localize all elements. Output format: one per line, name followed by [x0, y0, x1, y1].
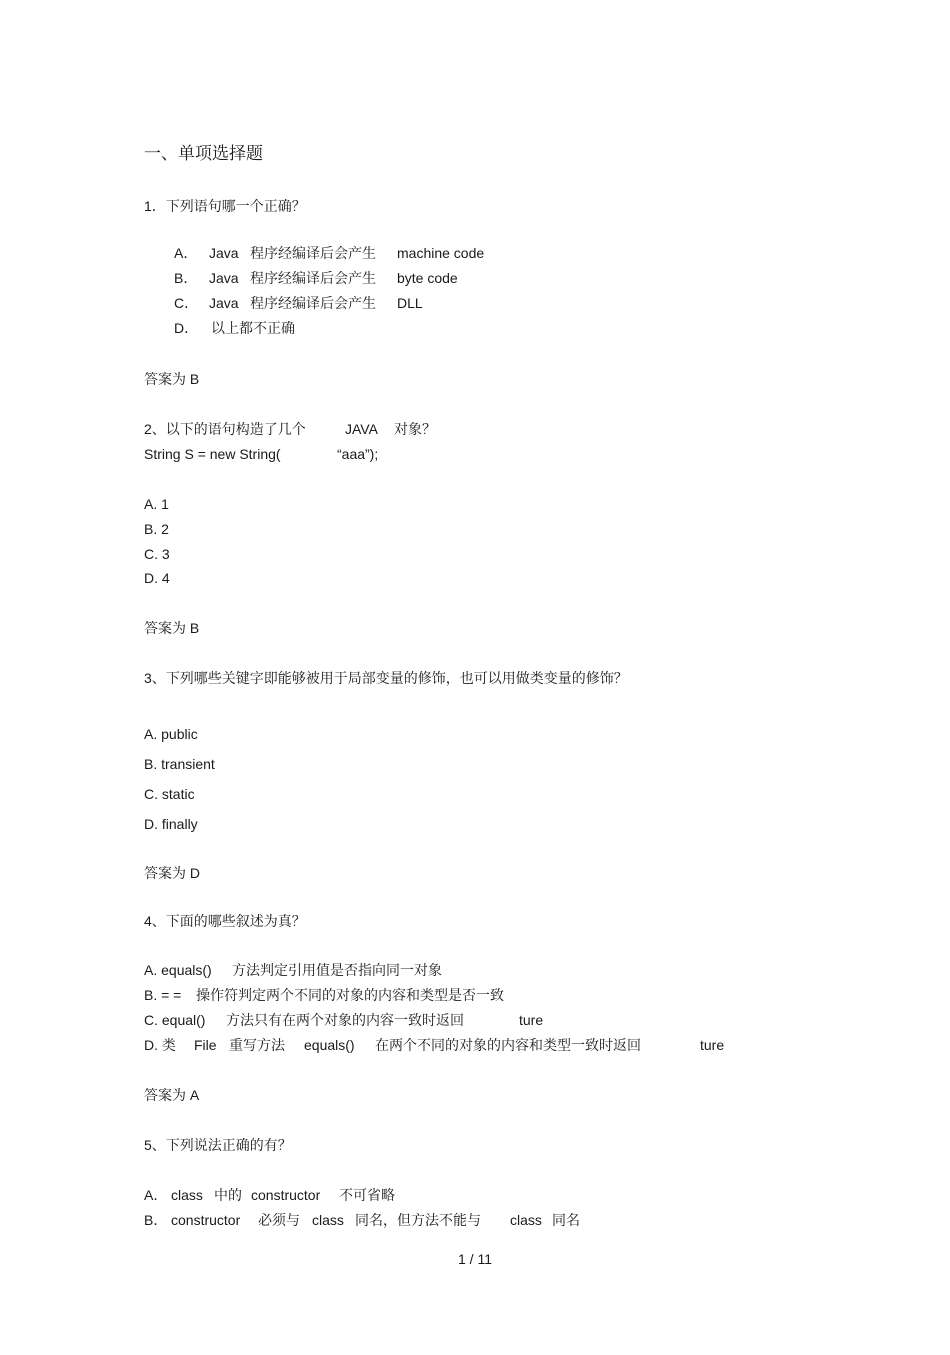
- option-text: class: [171, 1187, 203, 1203]
- option-letter: C．: [174, 295, 199, 311]
- code-text: String S = new String(: [144, 446, 281, 462]
- q4-option-a: [144, 961, 744, 979]
- option-text: Java: [209, 270, 239, 286]
- option-text: equals(): [304, 1037, 355, 1053]
- option-text: C. equal(): [144, 1012, 206, 1028]
- q4-option-d: [144, 1036, 744, 1054]
- option-text: 方法判定引用值是否指向同一对象: [232, 962, 442, 978]
- option-text: 操作符判定两个不同的对象的内容和类型是否一致: [196, 987, 504, 1003]
- q4-option-c: [144, 1011, 744, 1029]
- option-text: machine code: [397, 245, 485, 261]
- code-text: “aaa”);: [337, 446, 379, 462]
- question-3: 3、下列哪些关键字即能够被用于局部变量的修饰，也可以用做类变量的修饰？: [144, 670, 628, 686]
- question-text: JAVA: [345, 421, 378, 437]
- option-text: 重写方法: [229, 1037, 285, 1053]
- option-text: class: [510, 1212, 542, 1228]
- q3-answer: 答案为 D: [144, 865, 200, 881]
- option-text: 程序经编译后会产生: [250, 270, 376, 286]
- option-text: Java: [209, 295, 239, 311]
- q3-option-a: A. public: [144, 726, 198, 742]
- option-text: 同名，但方法不能与: [355, 1212, 481, 1228]
- option-text: byte code: [397, 270, 458, 286]
- option-text: ture: [700, 1037, 725, 1053]
- question-2: [144, 420, 644, 438]
- q3-option-d: D. finally: [144, 816, 198, 832]
- option-letter: B．: [144, 1212, 168, 1228]
- option-text: ture: [519, 1012, 544, 1028]
- option-text: 必须与: [258, 1212, 300, 1228]
- q1-answer: 答案为 B: [144, 371, 200, 387]
- question-text: 2、以下的语句构造了几个: [144, 421, 306, 437]
- option-letter: D．: [174, 320, 199, 336]
- option-text: 以上都不正确: [211, 320, 295, 336]
- section-title: 一、单项选择题: [144, 144, 263, 163]
- q1-option-b: [174, 269, 574, 287]
- page-number: 1 / 11: [458, 1251, 492, 1267]
- q4-option-b: [144, 986, 744, 1004]
- option-text: D. 类: [144, 1037, 176, 1053]
- question-text: 对象？: [394, 421, 436, 437]
- q3-option-c: C. static: [144, 786, 195, 802]
- q1-option-a: [174, 244, 574, 262]
- option-letter: A．: [174, 245, 198, 261]
- q1-option-c: [174, 294, 574, 312]
- q3-option-b: B. transient: [144, 756, 215, 772]
- option-text: 中的: [214, 1187, 242, 1203]
- option-text: DLL: [397, 295, 423, 311]
- option-text: constructor: [171, 1212, 241, 1228]
- option-text: 程序经编译后会产生: [250, 245, 376, 261]
- option-text: 方法只有在两个对象的内容一致时返回: [226, 1012, 464, 1028]
- q2-code: [144, 445, 644, 463]
- q2-option-b: B. 2: [144, 521, 169, 537]
- option-text: 不可省略: [339, 1187, 395, 1203]
- q5-option-a: [144, 1186, 744, 1204]
- option-text: B. = =: [144, 987, 182, 1003]
- q1-option-d: [174, 319, 574, 337]
- q2-answer: 答案为 B: [144, 620, 200, 636]
- option-text: 在两个不同的对象的内容和类型一致时返回: [375, 1037, 641, 1053]
- q5-option-b: [144, 1211, 744, 1229]
- option-text: A. equals(): [144, 962, 212, 978]
- option-text: Java: [209, 245, 239, 261]
- option-letter: B．: [174, 270, 198, 286]
- q2-option-c: C. 3: [144, 546, 170, 562]
- question-1: 1．下列语句哪一个正确？: [144, 198, 306, 214]
- option-text: 同名: [552, 1212, 580, 1228]
- question-5: 5、下列说法正确的有？: [144, 1137, 292, 1153]
- option-text: File: [194, 1037, 217, 1053]
- option-text: class: [312, 1212, 344, 1228]
- option-text: constructor: [251, 1187, 321, 1203]
- option-letter: A．: [144, 1187, 168, 1203]
- question-4: 4、下面的哪些叙述为真？: [144, 913, 306, 929]
- q2-option-d: D. 4: [144, 570, 170, 586]
- q4-answer: 答案为 A: [144, 1087, 200, 1103]
- option-text: 程序经编译后会产生: [250, 295, 376, 311]
- q2-option-a: A. 1: [144, 496, 169, 512]
